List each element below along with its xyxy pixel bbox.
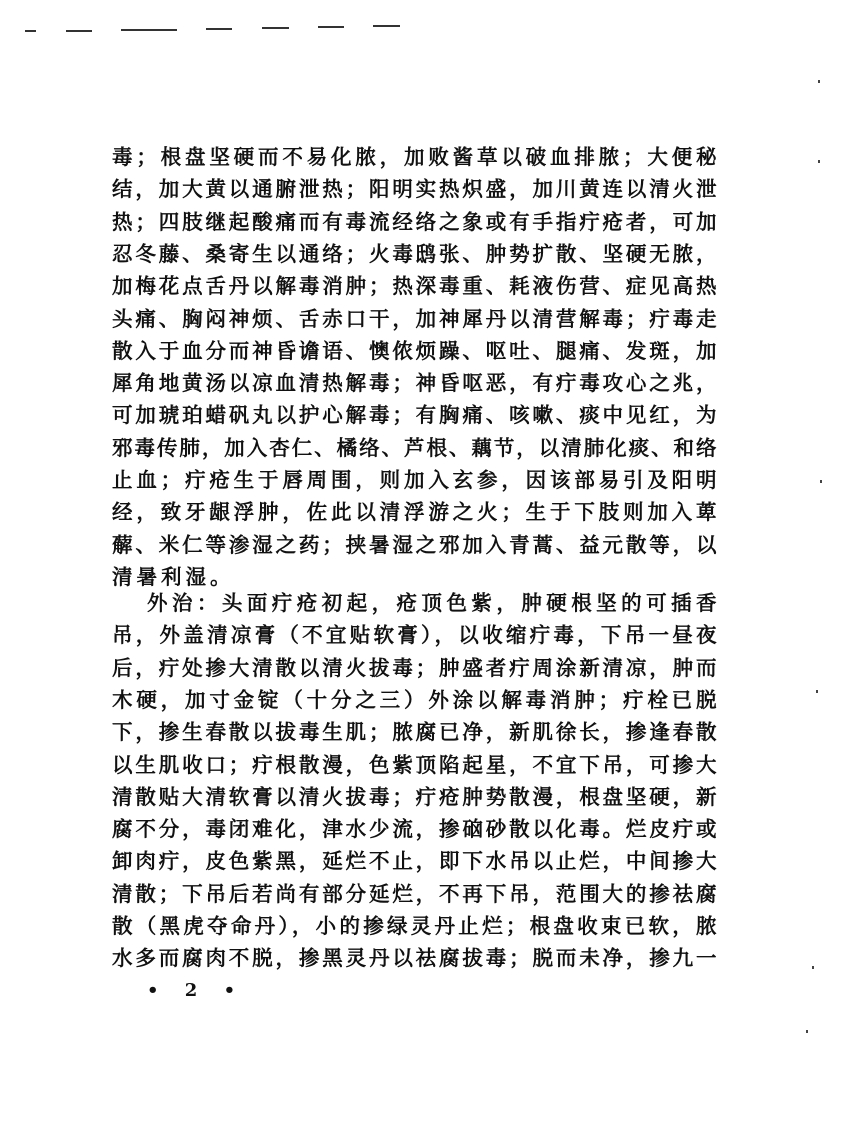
scan-speck — [820, 480, 822, 483]
text-line: 后，疔处掺大清散以清火拔毒；肿盛者疔周涂新清凉，肿而 — [112, 655, 717, 680]
page-number: • 2 • — [147, 980, 246, 1001]
text-line: 腐不分，毒闭难化，津水少流，掺硇砂散以化毒。烂皮疔或 — [112, 817, 717, 842]
text-line: 止血；疔疮生于唇周围，则加入玄参，因该部易引及阳明 — [112, 468, 717, 492]
text-line: 下，掺生春散以拔毒生肌；脓腐已净，新肌徐长，掺逢春散 — [112, 720, 717, 745]
text-line: 以生肌收口；疔根散漫，色紫顶陷起星，不宜下吊，可掺大 — [112, 752, 717, 777]
text-line: 结，加大黄以通腑泄热；阳明实热炽盛，加川黄连以清火泄 — [112, 177, 717, 202]
text-line: 散入于血分而神昏谵语、懊侬烦躁、呕吐、腿痛、发斑，加 — [112, 338, 717, 363]
text-line: 经，致牙龈浮肿，佐此以清浮游之火；生于下肢则加入萆 — [112, 500, 717, 525]
scan-speck — [816, 690, 818, 693]
scan-speck — [812, 966, 814, 969]
text-line: 头痛、胸闷神烦、舌赤口干，加神犀丹以清营解毒；疔毒走 — [112, 306, 717, 331]
header-dash — [373, 25, 400, 27]
text-line: 外治：头面疔疮初起，疮顶色紫，肿硬根坚的可插香 — [147, 591, 717, 615]
text-line: 吊，外盖清凉膏（不宜贴软膏），以收缩疔毒，下吊一昼夜 — [112, 623, 717, 648]
text-line: 热；四肢继起酸痛而有毒流经络之象或有手指疔疮者，可加 — [112, 209, 717, 234]
text-line: 犀角地黄汤以凉血清热解毒；神昏呕恶，有疔毒攻心之兆， — [112, 371, 717, 396]
text-line: 清暑利湿。 — [112, 564, 235, 589]
header-dash — [318, 26, 344, 28]
text-line: 加梅花点舌丹以解毒消肿；热深毒重、耗液伤营、症见高热 — [112, 274, 717, 299]
header-dash — [262, 27, 289, 29]
text-line: 木硬，加寸金锭（十分之三）外涂以解毒消肿；疔栓已脱 — [112, 687, 717, 712]
scan-speck — [806, 1030, 808, 1033]
text-line: 清散；下吊后若尚有部分延烂，不再下吊，范围大的掺祛腐 — [112, 881, 717, 906]
text-line: 可加琥珀蜡矾丸以护心解毒；有胸痛、咳嗽、痰中见红，为 — [112, 403, 717, 428]
text-line: 毒；根盘坚硬而不易化脓，加败酱草以破血排脓；大便秘 — [112, 145, 717, 169]
header-dash — [25, 30, 36, 32]
text-line: 水多而腐肉不脱，掺黑灵丹以祛腐拔毒；脱而未净，掺九一 — [112, 946, 717, 971]
text-line: 散（黑虎夺命丹），小的掺绿灵丹止烂；根盘收束已软，脓 — [112, 914, 717, 938]
text-line: 薢、米仁等渗湿之药；挟暑湿之邪加入青蒿、益元散等，以 — [112, 532, 717, 557]
header-dash — [121, 29, 177, 31]
scan-speck — [818, 80, 820, 83]
text-line: 清散贴大清软膏以清火拔毒；疔疮肿势散漫，根盘坚硬，新 — [112, 784, 717, 809]
text-line: 卸肉疔，皮色紫黑，延烂不止，即下水吊以止烂，中间掺大 — [112, 849, 717, 874]
text-line: 邪毒传肺，加入杏仁、橘络、芦根、藕节，以清肺化痰、和络 — [112, 435, 717, 460]
header-dash — [206, 28, 232, 30]
scan-speck — [818, 160, 820, 163]
header-dash — [66, 30, 92, 32]
text-line: 忍冬藤、桑寄生以通络；火毒鸱张、肿势扩散、坚硬无脓， — [112, 241, 717, 266]
